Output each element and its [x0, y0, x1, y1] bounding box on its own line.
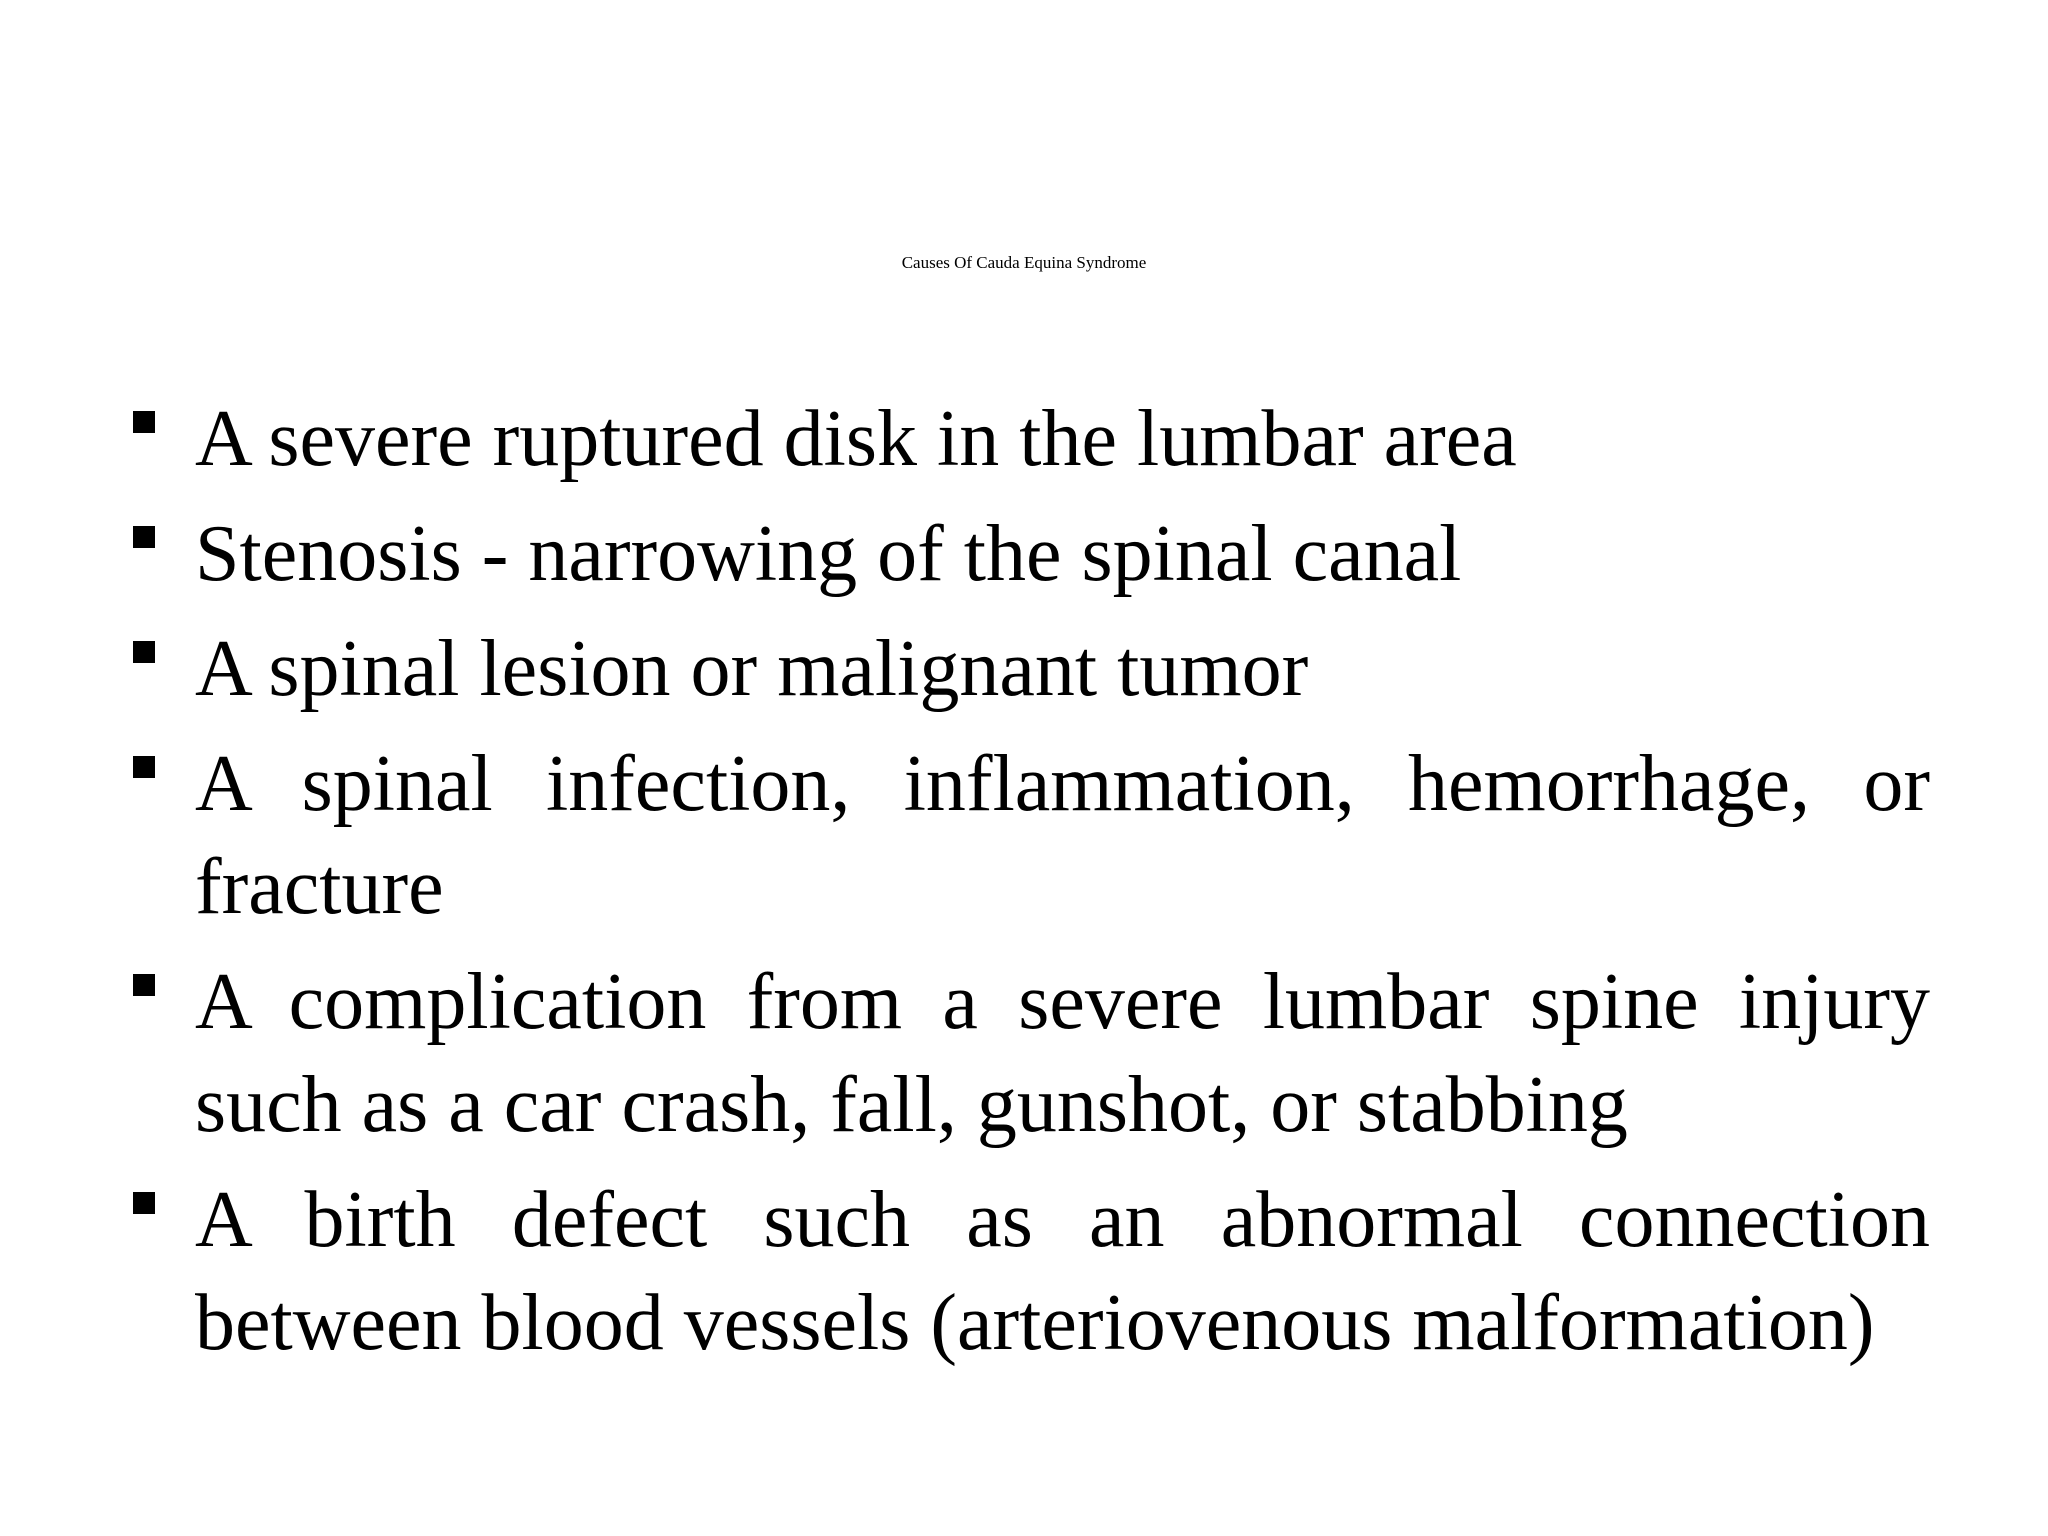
square-bullet-icon [133, 974, 155, 996]
list-item [130, 733, 1930, 939]
list-item [130, 503, 1930, 606]
list-item [130, 388, 1930, 491]
square-bullet-icon [133, 756, 155, 778]
bullet-text: A severe ruptured disk in the lumbar area [195, 395, 1517, 483]
square-bullet-icon [133, 1192, 155, 1214]
bullet-list [130, 388, 1930, 1387]
square-bullet-icon [133, 526, 155, 548]
bullet-text: A birth defect such as an abnormal connection between blood vessels (arteriovenous malformation) [195, 1176, 1930, 1367]
bullet-text: A spinal infection, inflammation, hemorrhage, or fracture [195, 740, 1930, 931]
list-item [130, 618, 1930, 721]
list-item [130, 951, 1930, 1157]
bullet-text: Stenosis - narrowing of the spinal canal [195, 510, 1462, 598]
square-bullet-icon [133, 641, 155, 663]
slide-title: Causes Of Cauda Equina Syndrome [901, 253, 1147, 272]
bullet-text: A spinal lesion or malignant tumor [195, 625, 1309, 713]
bullet-text: A complication from a severe lumbar spine injury such as a car crash, fall, gunshot, or stabbing [195, 958, 1930, 1149]
square-bullet-icon [133, 411, 155, 433]
list-item [130, 1169, 1930, 1375]
